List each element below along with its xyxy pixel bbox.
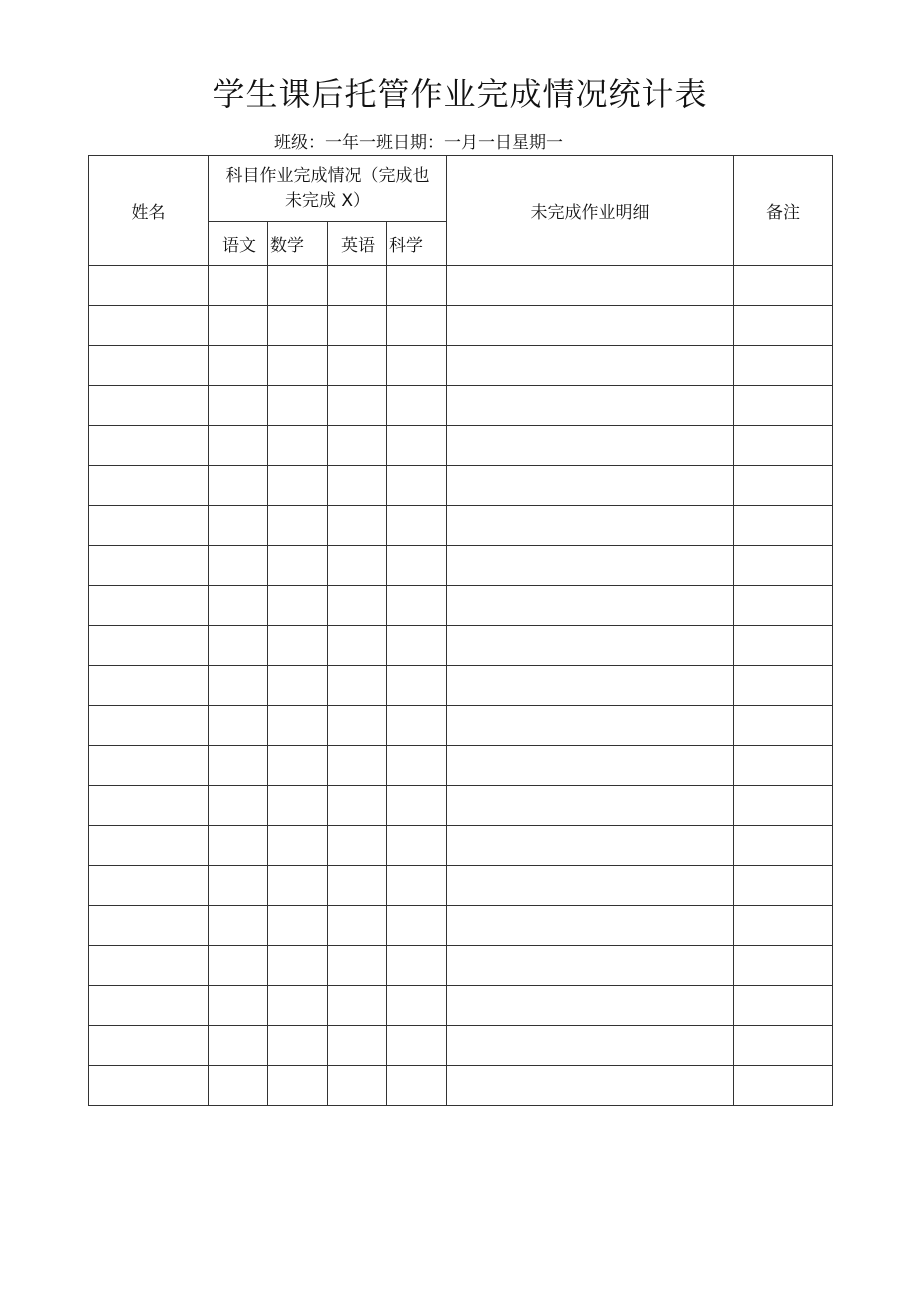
cell-science[interactable] [387, 986, 447, 1026]
table-row [89, 586, 833, 626]
cell-science[interactable] [387, 466, 447, 506]
table-body [89, 266, 833, 1106]
header-subject-english: 英语 [328, 222, 387, 266]
cell-math[interactable] [268, 546, 328, 586]
table-row [89, 266, 833, 306]
cell-english[interactable] [328, 706, 387, 746]
cell-science[interactable] [387, 1066, 447, 1106]
header-subject-group-line1: 科目作业完成情况（完成也 [225, 165, 430, 186]
header-subject-math: 数学 [268, 222, 328, 266]
cell-math[interactable] [268, 506, 328, 546]
cell-details[interactable] [447, 866, 734, 906]
cell-details[interactable] [447, 986, 734, 1026]
header-subject-group [209, 156, 447, 222]
cell-chinese[interactable] [209, 346, 268, 386]
cell-chinese[interactable] [209, 266, 268, 306]
cell-chinese[interactable] [209, 306, 268, 346]
cell-remarks[interactable] [734, 626, 833, 666]
cell-science[interactable] [387, 666, 447, 706]
cell-math[interactable] [268, 986, 328, 1026]
cell-remarks[interactable] [734, 706, 833, 746]
cell-name[interactable] [89, 386, 209, 426]
cell-name[interactable] [89, 946, 209, 986]
cell-english[interactable] [328, 346, 387, 386]
cell-english[interactable] [328, 666, 387, 706]
cell-math[interactable] [268, 666, 328, 706]
cell-chinese[interactable] [209, 826, 268, 866]
cell-name[interactable] [89, 706, 209, 746]
cell-details[interactable] [447, 706, 734, 746]
cell-english[interactable] [328, 986, 387, 1026]
cell-english[interactable] [328, 866, 387, 906]
cell-remarks[interactable] [734, 906, 833, 946]
cell-math[interactable] [268, 906, 328, 946]
cell-name[interactable] [89, 466, 209, 506]
cell-details[interactable] [447, 266, 734, 306]
cell-name[interactable] [89, 506, 209, 546]
table-row [89, 1066, 833, 1106]
cell-science[interactable] [387, 706, 447, 746]
cell-name[interactable] [89, 266, 209, 306]
cell-details[interactable] [447, 946, 734, 986]
table-row [89, 666, 833, 706]
cell-chinese[interactable] [209, 546, 268, 586]
cell-chinese[interactable] [209, 386, 268, 426]
cell-math[interactable] [268, 426, 328, 466]
cell-chinese[interactable] [209, 746, 268, 786]
cell-remarks[interactable] [734, 1026, 833, 1066]
cell-details[interactable] [447, 386, 734, 426]
table-row [89, 306, 833, 346]
cell-details[interactable] [447, 466, 734, 506]
table-row [89, 706, 833, 746]
cell-science[interactable] [387, 306, 447, 346]
cell-remarks[interactable] [734, 506, 833, 546]
header-name: 姓名 [89, 156, 209, 266]
cell-english[interactable] [328, 586, 387, 626]
cell-science[interactable] [387, 826, 447, 866]
header-details: 未完成作业明细 [447, 156, 734, 266]
cell-science[interactable] [387, 866, 447, 906]
cell-name[interactable] [89, 666, 209, 706]
cell-name[interactable] [89, 786, 209, 826]
cell-math[interactable] [268, 266, 328, 306]
cell-science[interactable] [387, 626, 447, 666]
cell-name[interactable] [89, 986, 209, 1026]
cell-name[interactable] [89, 1026, 209, 1066]
cell-remarks[interactable] [734, 386, 833, 426]
cell-details[interactable] [447, 1026, 734, 1066]
table-row [89, 986, 833, 1026]
cell-english[interactable] [328, 426, 387, 466]
cell-name[interactable] [89, 346, 209, 386]
cell-chinese[interactable] [209, 1026, 268, 1066]
cell-math[interactable] [268, 466, 328, 506]
cell-details[interactable] [447, 746, 734, 786]
cell-name[interactable] [89, 426, 209, 466]
cell-english[interactable] [328, 626, 387, 666]
cell-english[interactable] [328, 1066, 387, 1106]
cell-science[interactable] [387, 786, 447, 826]
cell-english[interactable] [328, 466, 387, 506]
cell-remarks[interactable] [734, 986, 833, 1026]
cell-name[interactable] [89, 906, 209, 946]
cell-science[interactable] [387, 906, 447, 946]
cell-name[interactable] [89, 626, 209, 666]
cell-math[interactable] [268, 626, 328, 666]
cell-details[interactable] [447, 426, 734, 466]
cell-math[interactable] [268, 1066, 328, 1106]
cell-math[interactable] [268, 306, 328, 346]
cell-remarks[interactable] [734, 586, 833, 626]
cell-remarks[interactable] [734, 546, 833, 586]
homework-table [88, 155, 833, 1106]
cell-remarks[interactable] [734, 426, 833, 466]
cell-math[interactable] [268, 946, 328, 986]
cell-math[interactable] [268, 586, 328, 626]
cell-details[interactable] [447, 626, 734, 666]
cell-remarks[interactable] [734, 666, 833, 706]
cell-remarks[interactable] [734, 746, 833, 786]
cell-name[interactable] [89, 306, 209, 346]
cell-details[interactable] [447, 786, 734, 826]
cell-english[interactable] [328, 306, 387, 346]
cell-name[interactable] [89, 866, 209, 906]
cell-chinese[interactable] [209, 786, 268, 826]
table-row [89, 1026, 833, 1066]
header-remarks: 备注 [734, 156, 833, 266]
cell-math[interactable] [268, 386, 328, 426]
cell-name[interactable] [89, 586, 209, 626]
cell-name[interactable] [89, 826, 209, 866]
table-row [89, 746, 833, 786]
table-row [89, 786, 833, 826]
cell-chinese[interactable] [209, 626, 268, 666]
cell-remarks[interactable] [734, 1066, 833, 1106]
cell-science[interactable] [387, 1026, 447, 1066]
cell-english[interactable] [328, 1026, 387, 1066]
cell-chinese[interactable] [209, 466, 268, 506]
header-subject-science: 科学 [387, 222, 447, 266]
cell-chinese[interactable] [209, 1066, 268, 1106]
table-row [89, 866, 833, 906]
cell-science[interactable] [387, 506, 447, 546]
cell-english[interactable] [328, 266, 387, 306]
cell-english[interactable] [328, 746, 387, 786]
table-row [89, 346, 833, 386]
cell-english[interactable] [328, 826, 387, 866]
cell-math[interactable] [268, 706, 328, 746]
cell-remarks[interactable] [734, 786, 833, 826]
cell-details[interactable] [447, 546, 734, 586]
cell-chinese[interactable] [209, 946, 268, 986]
cell-math[interactable] [268, 346, 328, 386]
cell-remarks[interactable] [734, 866, 833, 906]
table-row [89, 506, 833, 546]
cell-details[interactable] [447, 666, 734, 706]
table-row [89, 546, 833, 586]
table-row [89, 626, 833, 666]
cell-chinese[interactable] [209, 906, 268, 946]
cell-chinese[interactable] [209, 866, 268, 906]
cell-name[interactable] [89, 546, 209, 586]
cell-english[interactable] [328, 546, 387, 586]
cell-math[interactable] [268, 826, 328, 866]
cell-details[interactable] [447, 346, 734, 386]
cell-english[interactable] [328, 946, 387, 986]
cell-science[interactable] [387, 346, 447, 386]
cell-english[interactable] [328, 506, 387, 546]
document-title: 学生课后托管作业完成情况统计表 [212, 75, 708, 113]
cell-science[interactable] [387, 546, 447, 586]
cell-chinese[interactable] [209, 426, 268, 466]
class-date-line: 班级：一年一班日期：一月一日星期一 [274, 133, 563, 153]
cell-chinese[interactable] [209, 506, 268, 546]
header-subject-group-line2: 未完成 X） [284, 190, 371, 211]
table-row [89, 826, 833, 866]
cell-math[interactable] [268, 1026, 328, 1066]
cell-details[interactable] [447, 906, 734, 946]
cell-english[interactable] [328, 786, 387, 826]
cell-science[interactable] [387, 386, 447, 426]
cell-name[interactable] [89, 1066, 209, 1106]
cell-chinese[interactable] [209, 666, 268, 706]
cell-remarks[interactable] [734, 826, 833, 866]
table-row [89, 426, 833, 466]
cell-science[interactable] [387, 266, 447, 306]
table-row [89, 946, 833, 986]
cell-science[interactable] [387, 746, 447, 786]
cell-math[interactable] [268, 866, 328, 906]
cell-name[interactable] [89, 746, 209, 786]
table-row [89, 386, 833, 426]
cell-english[interactable] [328, 906, 387, 946]
cell-english[interactable] [328, 386, 387, 426]
table-row [89, 906, 833, 946]
cell-science[interactable] [387, 426, 447, 466]
cell-details[interactable] [447, 506, 734, 546]
cell-science[interactable] [387, 946, 447, 986]
cell-chinese[interactable] [209, 586, 268, 626]
cell-details[interactable] [447, 1066, 734, 1106]
cell-remarks[interactable] [734, 346, 833, 386]
cell-details[interactable] [447, 826, 734, 866]
cell-chinese[interactable] [209, 986, 268, 1026]
cell-remarks[interactable] [734, 266, 833, 306]
table-row [89, 466, 833, 506]
cell-details[interactable] [447, 306, 734, 346]
cell-remarks[interactable] [734, 466, 833, 506]
cell-remarks[interactable] [734, 946, 833, 986]
cell-math[interactable] [268, 746, 328, 786]
cell-science[interactable] [387, 586, 447, 626]
cell-math[interactable] [268, 786, 328, 826]
cell-chinese[interactable] [209, 706, 268, 746]
cell-details[interactable] [447, 586, 734, 626]
header-subject-chinese: 语文 [209, 222, 268, 266]
cell-remarks[interactable] [734, 306, 833, 346]
